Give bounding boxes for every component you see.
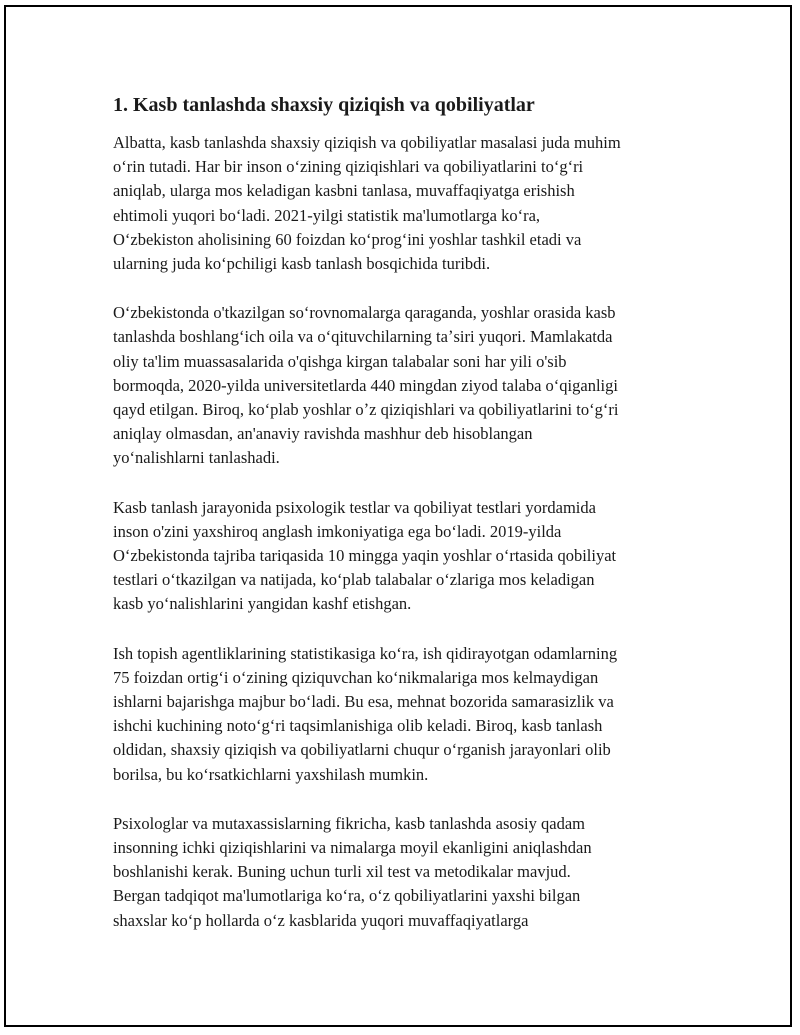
text-line: ishchi kuchining notoʻgʻri taqsimlanishiga olib keladi. Biroq, kasb tanlash xyxy=(113,716,603,736)
text-line: ularning juda koʻpchiligi kasb tanlash bosqichida turibdi. xyxy=(113,254,491,274)
text-line: boshlanishi kerak. Buning uchun turli xil test va metodikalar mavjud. xyxy=(113,862,571,882)
text-line: Albatta, kasb tanlashda shaxsiy qiziqish va qobiliyatlar masalasi juda muhim xyxy=(113,133,621,152)
page-title: 1. Kasb tanlashda shaxsiy qiziqish va qobiliyatlar xyxy=(113,94,535,116)
text-line: oʻrin tutadi. Har bir inson oʻzining qiziqishlari va qobiliyatlarini toʻgʻri xyxy=(113,157,584,177)
text-line: bormoqda, 2020-yilda universitetlarda 440 mingdan ziyod talaba oʻqiganligi xyxy=(113,375,618,395)
text-line: testlari oʻtkazilgan va natijada, koʻplab talabalar oʻzlariga mos keladigan xyxy=(113,570,595,590)
text-line: inson o'zini yaxshiroq anglash imkoniyatiga ega boʻladi. 2019-yilda xyxy=(113,521,562,541)
text-line: yoʻnalishlarni tanlashadi. xyxy=(113,448,280,468)
paragraph xyxy=(113,812,693,933)
document-body xyxy=(113,92,693,958)
paragraph xyxy=(113,642,693,787)
text-line: aniqlay olmasdan, an'anaviy ravishda mashhur deb hisoblangan xyxy=(113,424,533,444)
paragraph xyxy=(113,301,693,470)
text-line: shaxslar koʻp hollarda oʻz kasblarida yuqori muvaffaqiyatlarga xyxy=(113,910,529,930)
text-line: Oʻzbekistonda tajriba tariqasida 10 mingga yaqin yoshlar oʻrtasida qobiliyat xyxy=(113,546,617,566)
text-line: oldidan, shaxsiy qiziqish va qobiliyatlarni chuqur oʻrganish jarayonlari olib xyxy=(113,740,611,760)
text-line: aniqlab, ularga mos keladigan kasbni tanlasa, muvaffaqiyatga erishish xyxy=(113,181,575,201)
text-line: borilsa, bu koʻrsatkichlarni yaxshilash mumkin. xyxy=(113,764,429,784)
text-line: kasb yoʻnalishlarini yangidan kashf etishgan. xyxy=(113,594,412,614)
text-line: Bergan tadqiqot ma'lumotlariga koʻra, oʻz qobiliyatlarini yaxshi bilgan xyxy=(113,886,581,906)
text-line: 75 foizdan ortigʻi oʻzining qiziquvchan koʻnikmalariga mos kelmaydigan xyxy=(113,667,599,687)
text-line: ehtimoli yuqori boʻladi. 2021-yilgi statistik ma'lumotlarga koʻra, xyxy=(113,205,541,225)
text-line: insonning ichki qiziqishlarini va nimalarga moyil ekanligini aniqlashdan xyxy=(113,838,592,858)
text-line: ishlarni bajarishga majbur boʻladi. Bu esa, mehnat bozorida samarasizlik va xyxy=(113,692,614,712)
text-line: oliy ta'lim muassasalarida o'qishga kirgan talabalar soni har yili o'sib xyxy=(113,351,567,371)
paragraph xyxy=(113,496,693,617)
text-line: Oʻzbekistonda o'tkazilgan soʻrovnomalarga qaraganda, yoshlar orasida kasb xyxy=(113,303,616,323)
text-line: qayd etilgan. Biroq, koʻplab yoshlar oʼz qiziqishlari va qobiliyatlarini toʻgʻri xyxy=(113,400,619,420)
paragraph xyxy=(113,131,693,276)
text-line: Psixologlar va mutaxassislarning fikricha, kasb tanlashda asosiy qadam xyxy=(113,813,585,833)
text-line: Oʻzbekiston aholisining 60 foizdan koʻprogʻini yoshlar tashkil etadi va xyxy=(113,229,582,249)
text-line: Ish topish agentliklarining statistikasiga koʻra, ish qidirayotgan odamlarning xyxy=(113,643,618,663)
text-line: tanlashda boshlangʻich oila va oʻqituvchilarning taʼsiri yuqori. Mamlakatda xyxy=(113,327,613,347)
text-line: Kasb tanlash jarayonida psixologik testlar va qobiliyat testlari yordamida xyxy=(113,497,596,517)
